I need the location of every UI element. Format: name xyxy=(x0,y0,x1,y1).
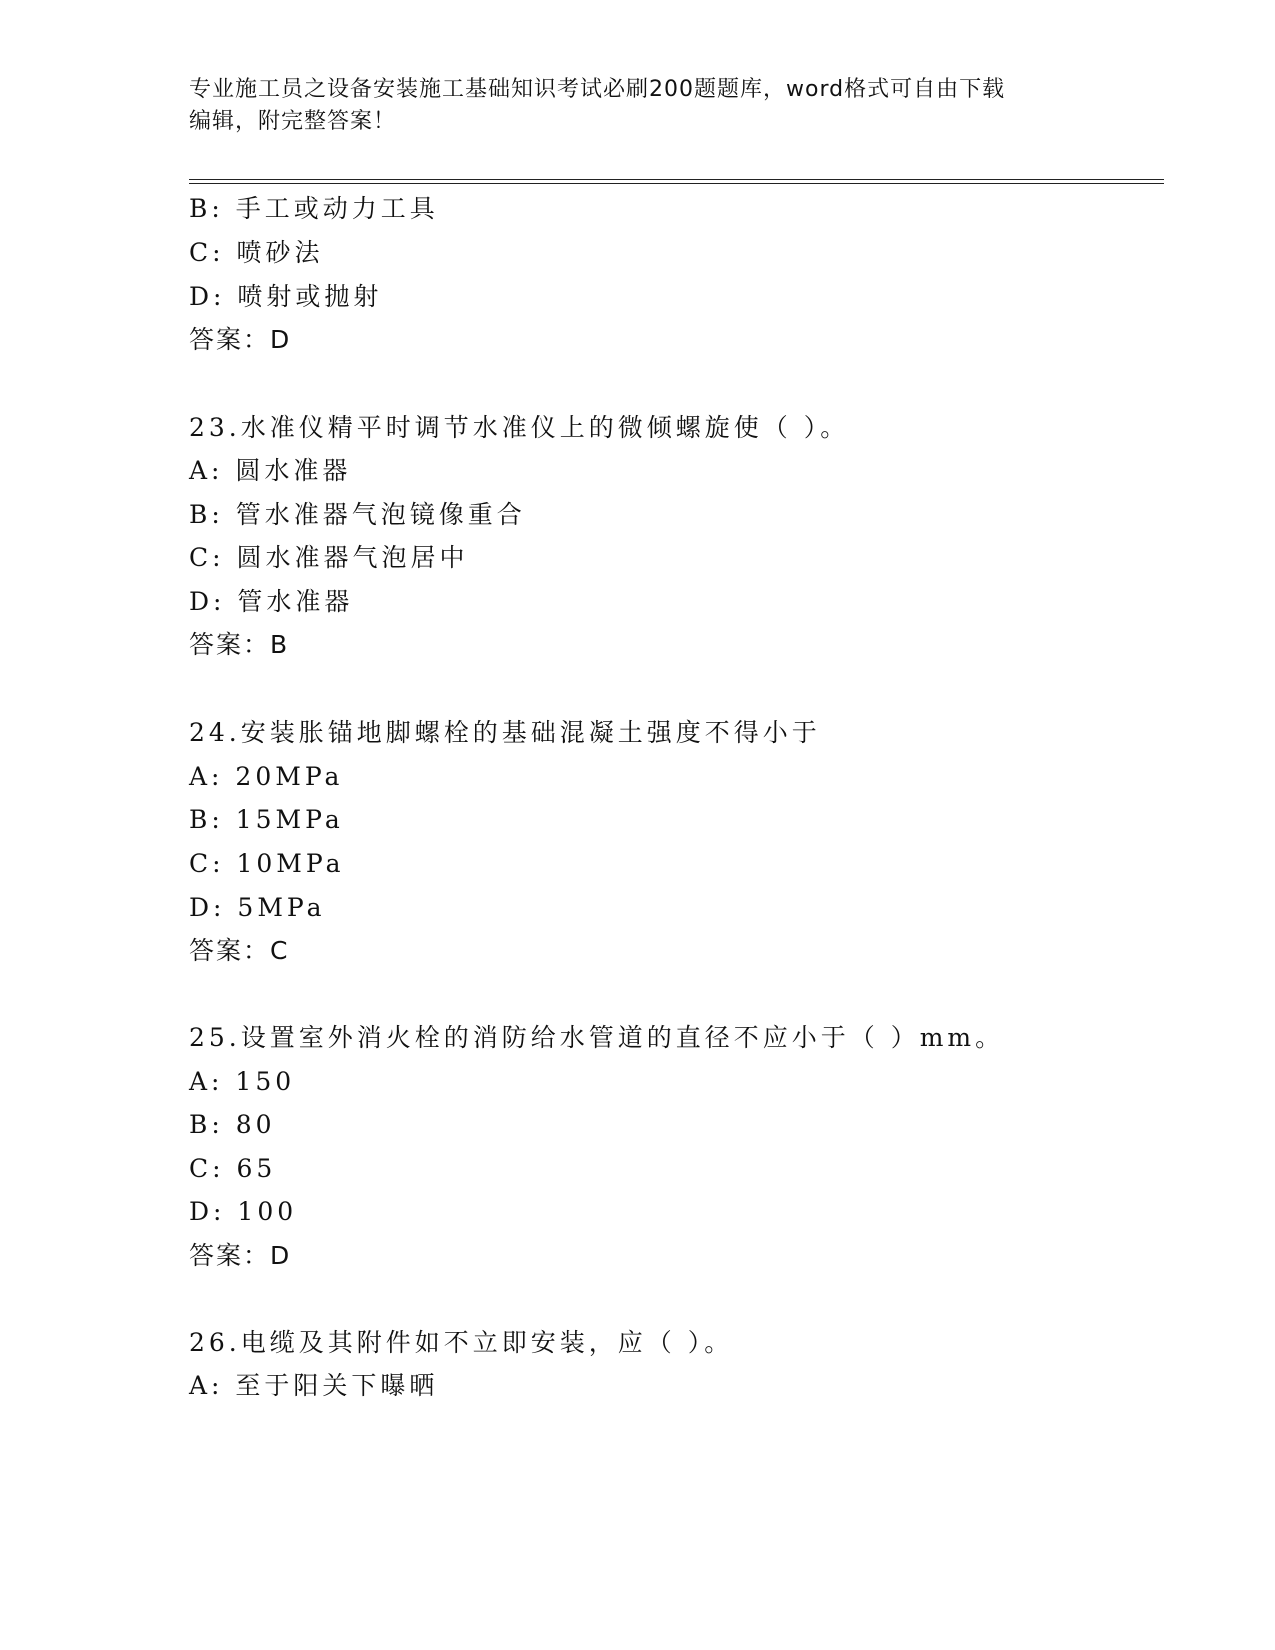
q25-option-b: B: 80 xyxy=(189,1110,276,1139)
q23-option-b: B: 管水准器气泡镜像重合 xyxy=(189,500,526,529)
q24-answer: 答案：C xyxy=(189,936,290,965)
q22-option-b: B: 手工或动力工具 xyxy=(189,194,439,223)
q24-option-c: C: 10MPa xyxy=(189,849,345,878)
document-header xyxy=(189,74,1089,138)
q24-option-d: D: 5MPa xyxy=(189,893,326,922)
header-divider-bottom xyxy=(189,183,1164,184)
q26-stem: 26.电缆及其附件如不立即安装，应（ ）。 xyxy=(189,1328,734,1357)
q23-option-c: C: 圆水准器气泡居中 xyxy=(189,543,469,572)
q24-stem: 24.安装胀锚地脚螺栓的基础混凝土强度不得小于 xyxy=(189,718,821,747)
header-divider-top xyxy=(189,179,1164,180)
q26-option-a: A: 至于阳关下曝晒 xyxy=(189,1371,439,1400)
q25-stem: 25.设置室外消火栓的消防给水管道的直径不应小于（ ）mm。 xyxy=(189,1023,1005,1052)
q22-option-c: C: 喷砂法 xyxy=(189,238,324,267)
q24-option-a: A: 20MPa xyxy=(189,762,344,791)
q22-option-d: D: 喷射或抛射 xyxy=(189,282,383,311)
q25-answer: 答案：D xyxy=(189,1241,292,1270)
header-line-1: 专业施工员之设备安装施工基础知识考试必刷200题题库，word格式可自由下载 xyxy=(189,77,1006,102)
header-line-2: 编辑，附完整答案！ xyxy=(189,109,397,134)
q23-answer: 答案：B xyxy=(189,630,290,659)
q22-answer: 答案：D xyxy=(189,325,292,354)
q24-option-b: B: 15MPa xyxy=(189,805,344,834)
q23-stem: 23.水准仪精平时调节水准仪上的微倾螺旋使（ ）。 xyxy=(189,413,850,442)
q25-option-a: A: 150 xyxy=(189,1067,296,1096)
q25-option-c: C: 65 xyxy=(189,1154,277,1183)
q23-option-d: D: 管水准器 xyxy=(189,587,354,616)
q23-option-a: A: 圆水准器 xyxy=(189,456,352,485)
q25-option-d: D: 100 xyxy=(189,1197,298,1226)
